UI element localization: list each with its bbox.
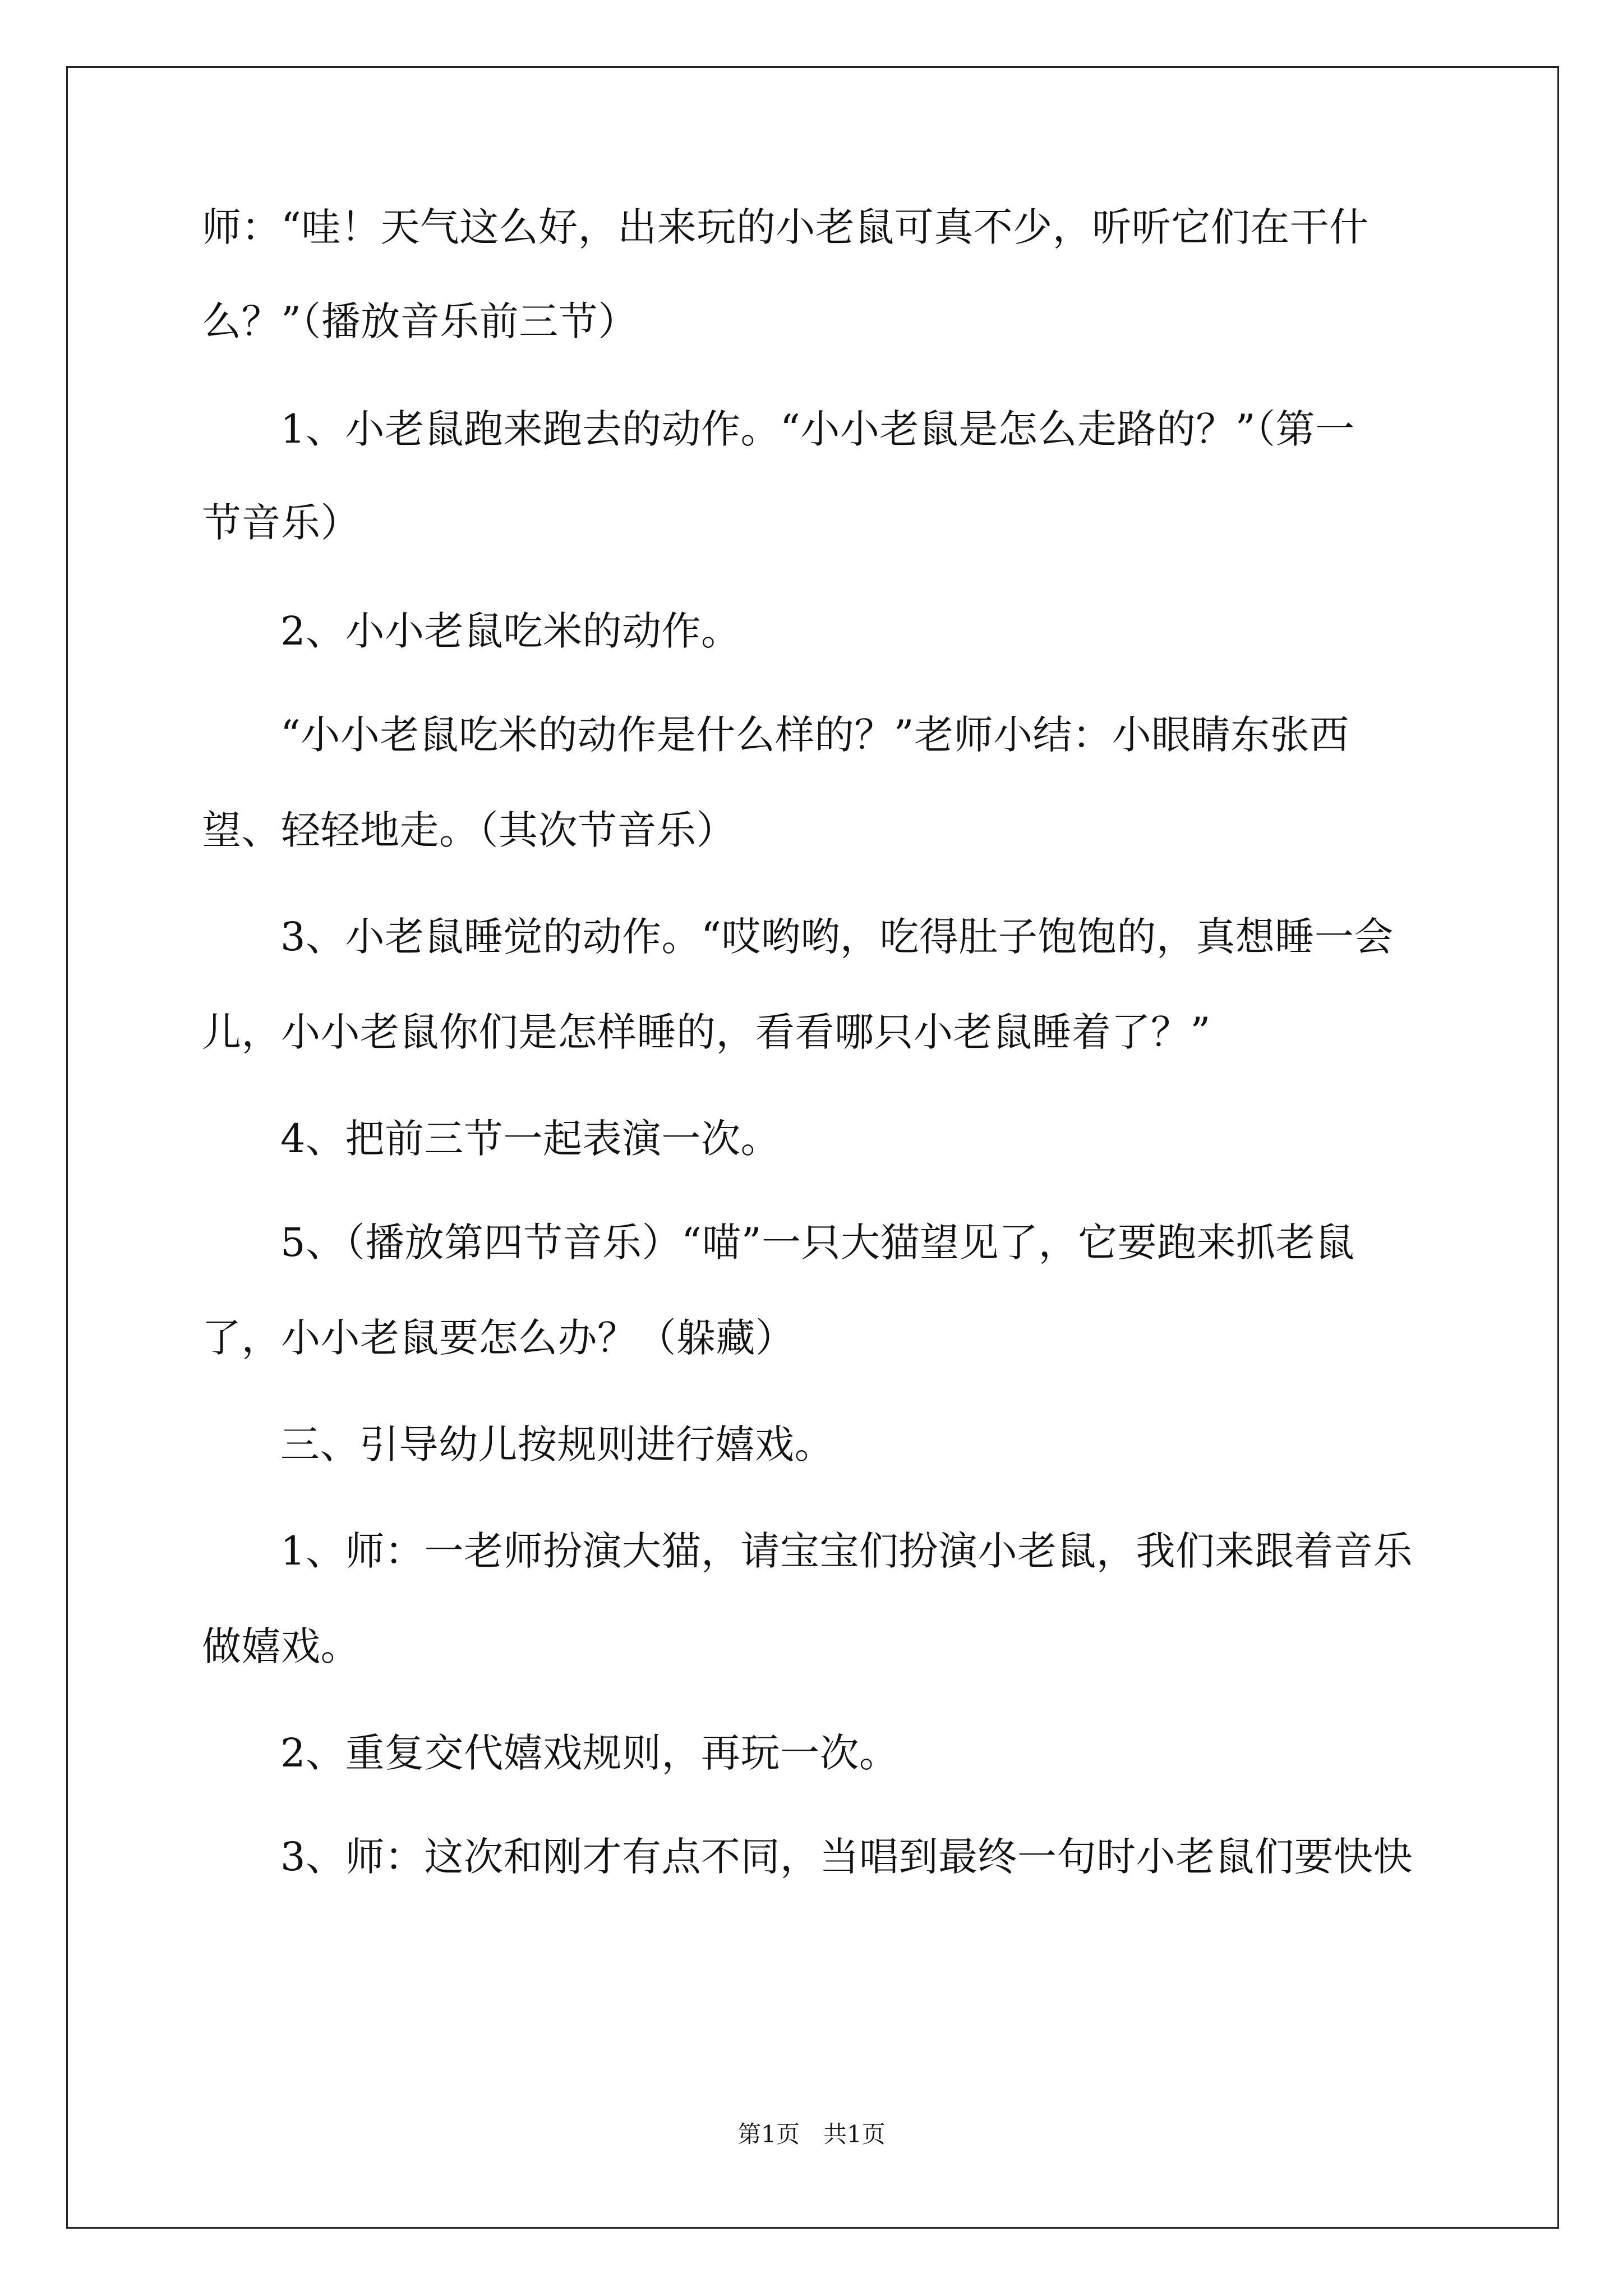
text-line: 1、小老鼠跑来跑去的动作。“小小老鼠是怎么走路的？”（第一 — [280, 406, 1355, 452]
text-line: 望、轻轻地走。（其次节音乐） — [202, 807, 736, 853]
text-line: 做嬉戏。 — [202, 1623, 360, 1669]
text-line: 节音乐） — [202, 500, 360, 546]
text-line: 儿，小小老鼠你们是怎样睡的，看看哪只小老鼠睡着了？” — [202, 1009, 1211, 1055]
text-line: 4、把前三节一起表演一次。 — [280, 1116, 781, 1162]
text-line: 2、小小老鼠吃米的动作。 — [280, 608, 741, 654]
text-line: 师：“哇！天气这么好，出来玩的小老鼠可真不少，听听它们在干什 — [202, 204, 1369, 250]
text-line: 2、重复交代嬉戏规则，再玩一次。 — [280, 1730, 899, 1776]
text-line: 了，小小老鼠要怎么办？（躲藏） — [202, 1315, 795, 1361]
page-number-footer: 第1页 共1页 — [737, 2120, 886, 2148]
text-line: “小小老鼠吃米的动作是什么样的？”老师小结：小眼睛东张西 — [280, 712, 1349, 758]
text-line: 三、引导幼儿按规则进行嬉戏。 — [280, 1421, 834, 1467]
text-line: 么？”（播放音乐前三节） — [202, 298, 638, 344]
text-line: 1、师：一老师扮演大猫，请宝宝们扮演小老鼠，我们来跟着音乐 — [280, 1528, 1413, 1574]
text-line: 3、小老鼠睡觉的动作。“哎哟哟，吃得肚子饱饱的，真想睡一会 — [280, 914, 1394, 960]
text-line: 3、师：这次和刚才有点不同，当唱到最终一句时小老鼠们要快快 — [280, 1834, 1413, 1880]
text-line: 5、（播放第四节音乐）“喵”一只大猫望见了，它要跑来抓老鼠 — [280, 1220, 1355, 1266]
